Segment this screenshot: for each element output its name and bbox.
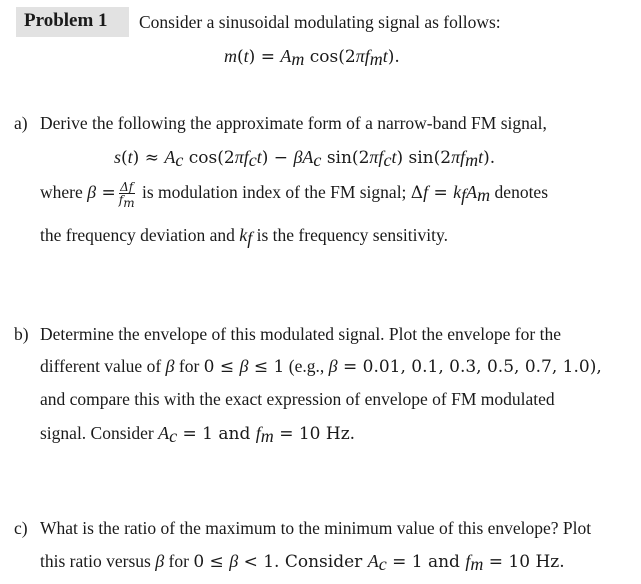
part-b-line2-b: for bbox=[178, 356, 200, 376]
part-c-line2-b: for bbox=[168, 551, 189, 571]
beta-definition-text: is modulation index of the FM signal; bbox=[141, 182, 407, 202]
part-c-line2-d: = 1 and bbox=[392, 552, 460, 572]
equation-modulating-signal: $m(t) = A_m$ $\cos(2\pi f_mt)$. bbox=[224, 46, 400, 69]
part-b-line4 bbox=[40, 423, 355, 444]
beta-values: β = 0.01, 0.1, 0.3, 0.5, 0.7, 1.0), bbox=[328, 356, 602, 377]
beta-range-c: 0 ≤ β < 1. Consider $A_c = 1$ and $f_m = 10$ Hz. bbox=[193, 551, 565, 574]
beta-definition: β = $\frac{\Delta f}{f_m}$ bbox=[87, 180, 135, 210]
problem-intro: Consider a sinusoidal modulating signal as follows: bbox=[139, 12, 501, 32]
part-c-line2 bbox=[40, 551, 565, 572]
delta-f-definition: $\Delta f = k_fA_m$ bbox=[410, 182, 491, 205]
part-b-line2 bbox=[40, 356, 602, 377]
ac-symbol: $A_c = 1$ and $f_m = 10$ Hz. bbox=[158, 423, 356, 446]
part-a-line1: Derive the following the approximate form of a narrow-band FM signal, bbox=[40, 113, 547, 133]
part-c-line2-c: < 1. Consider bbox=[243, 552, 363, 572]
denotes-text: denotes bbox=[494, 182, 549, 202]
part-b-line4-c: = 10 Hz. bbox=[279, 424, 356, 444]
beta-values-list: = 0.01, 0.1, 0.3, 0.5, 0.7, 1.0), bbox=[342, 357, 602, 377]
part-b-line4-b: = 1 and bbox=[182, 424, 251, 444]
part-a-line3 bbox=[40, 225, 448, 246]
part-c-line1: What is the ratio of the maximum to the minimum value of this envelope? Plot bbox=[40, 518, 592, 538]
part-a-line3-end: is the frequency sensitivity. bbox=[256, 225, 448, 245]
kf-symbol: $k_f$ bbox=[239, 225, 253, 248]
part-a-line3-text: the frequency deviation and bbox=[40, 225, 235, 245]
part-a-marker: a) bbox=[14, 113, 28, 133]
part-b-line2-c: (e.g., bbox=[288, 356, 325, 376]
part-b-line1: Determine the envelope of this modulated signal. Plot the envelope for the bbox=[40, 324, 561, 344]
equation-narrowband-fm: $s(t) \approx A_c$ $\cos(2\pi f_ct) - \beta A_c$ $\sin(2\pi f_ct)$ $\sin(2\pi f_mt)$. bbox=[114, 147, 496, 170]
part-c-line2-a: this ratio versus bbox=[40, 551, 151, 571]
part-c-marker: c) bbox=[14, 518, 28, 538]
beta-symbol-c: β bbox=[155, 551, 165, 571]
where-prefix: where bbox=[40, 182, 83, 202]
part-a-line2 bbox=[40, 180, 549, 210]
part-b-line4-a: signal. Consider bbox=[40, 423, 154, 443]
part-b-line2-a: different value of bbox=[40, 356, 162, 376]
problem-label: Problem 1 bbox=[24, 10, 108, 31]
part-b-marker: b) bbox=[14, 324, 29, 344]
part-b-line3: and compare this with the exact expression of envelope of FM modulated bbox=[40, 389, 555, 409]
beta-range: 0 ≤ β ≤ 1 bbox=[203, 356, 285, 377]
beta-symbol: β bbox=[165, 356, 175, 376]
part-c-line2-e: = 10 Hz. bbox=[488, 552, 565, 572]
